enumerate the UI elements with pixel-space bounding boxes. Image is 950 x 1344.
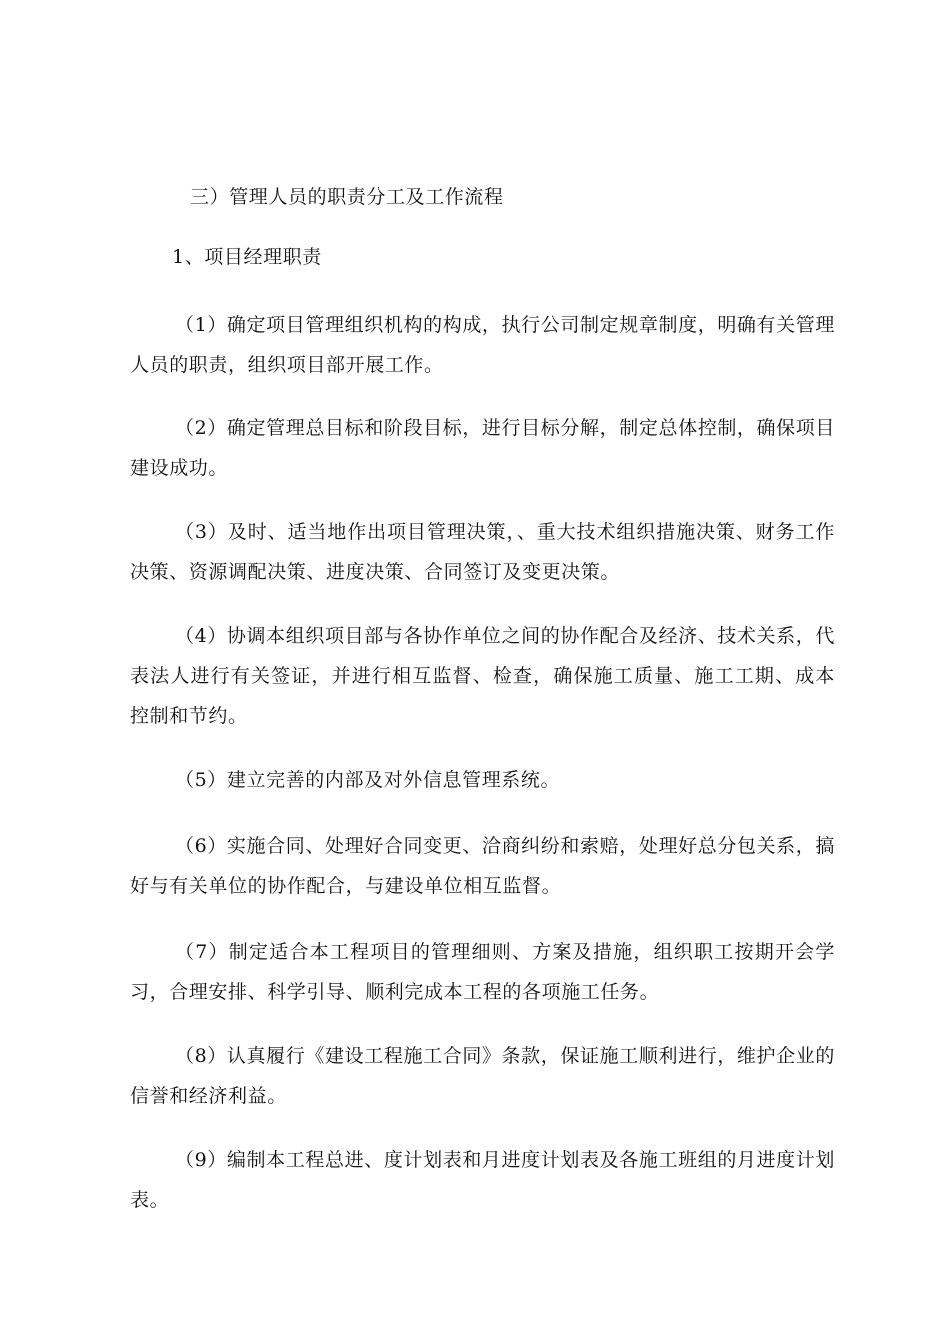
paragraph-8: （8）认真履行《建设工程施工合同》条款，保证施工顺利进行，维护企业的信誉和经济利益。 [130, 1045, 835, 1107]
paragraph-3: （3）及时、适当地作出项目管理决策，、重大技术组织措施决策、财务工作决策、资源调配决策、进度决策、合同签订及变更决策。 [130, 521, 835, 583]
paragraph-5: （5）建立完善的内部及对外信息管理系统。 [175, 769, 561, 791]
paragraph-9: （9）编制本工程总进、度计划表和月进度计划表及各施工班组的月进度计划表。 [130, 1149, 835, 1211]
paragraph-4: （4）协调本组织项目部与各协作单位之间的协作配合及经济、技术关系，代表法人进行有关签证，并进行相互监督、检查，确保施工质量、施工工期、成本控制和节约。 [130, 625, 835, 727]
paragraph-1: （1）确定项目管理组织机构的构成，执行公司制定规章制度，明确有关管理人员的职责，组织项目部开展工作。 [130, 314, 835, 376]
paragraph-7: （7）制定适合本工程项目的管理细则、方案及措施，组织职工按期开会学习，合理安排、科学引导、顺利完成本工程的各项施工任务。 [130, 941, 835, 1003]
paragraph-2: （2）确定管理总目标和阶段目标，进行目标分解，制定总体控制，确保项目建设成功。 [130, 417, 835, 479]
paragraph-6: （6）实施合同、处理好合同变更、洽商纠纷和索赔，处理好总分包关系，搞好与有关单位的协作配合，与建设单位相互监督。 [130, 835, 835, 897]
subheading: 1、项目经理职责 [172, 246, 322, 268]
section-heading: 三）管理人员的职责分工及工作流程 [190, 186, 504, 208]
